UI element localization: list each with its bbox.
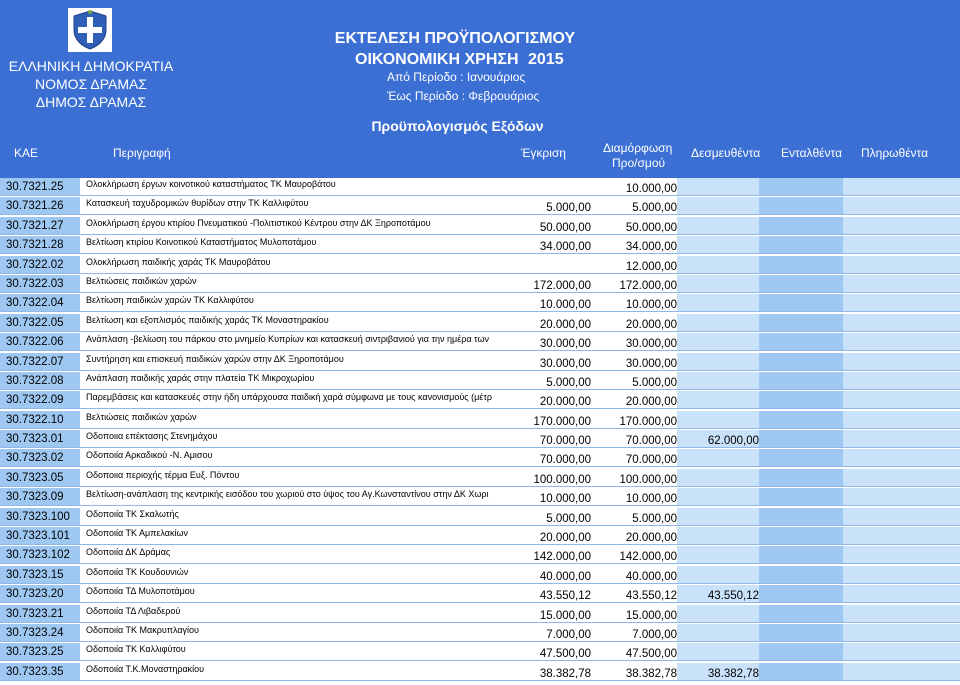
cell-committed xyxy=(677,294,759,312)
table-row xyxy=(0,469,960,488)
cell-paid xyxy=(843,546,960,564)
cell-approval: 5.000,00 xyxy=(505,372,591,390)
table-row xyxy=(0,236,960,255)
cell-approval: 170.000,00 xyxy=(505,411,591,429)
cell-formation: 70.000,00 xyxy=(591,430,677,448)
cell-kae: 30.7323.20 xyxy=(0,585,80,603)
cell-formation: 70.000,00 xyxy=(591,449,677,467)
cell-approval: 50.000,00 xyxy=(505,217,591,235)
cell-ordered xyxy=(759,178,843,196)
cell-description: Ολοκλήρωση έργου κτιρίου Πνευματικού -Πολιτιστικού Κέντρου στην ΔΚ Ξηροποτάμου xyxy=(80,217,505,235)
table-row xyxy=(0,449,960,468)
cell-approval: 15.000,00 xyxy=(505,605,591,623)
cell-approval: 30.000,00 xyxy=(505,333,591,351)
cell-kae: 30.7323.101 xyxy=(0,527,80,545)
cell-kae: 30.7323.100 xyxy=(0,508,80,526)
cell-formation: 47.500,00 xyxy=(591,643,677,661)
cell-kae: 30.7323.102 xyxy=(0,546,80,564)
greek-coat-of-arms-icon xyxy=(68,8,112,52)
cell-committed xyxy=(677,624,759,642)
cell-kae: 30.7322.06 xyxy=(0,333,80,351)
cell-kae: 30.7323.21 xyxy=(0,605,80,623)
cell-formation: 7.000,00 xyxy=(591,624,677,642)
table-row xyxy=(0,527,960,546)
table-row xyxy=(0,488,960,507)
cell-approval: 30.000,00 xyxy=(505,353,591,371)
cell-kae: 30.7322.10 xyxy=(0,411,80,429)
col-header-approval: Έγκριση xyxy=(521,146,566,160)
cell-paid xyxy=(843,391,960,409)
cell-ordered xyxy=(759,333,843,351)
cell-paid xyxy=(843,624,960,642)
cell-description: Οδοποιία Τ.Κ.Μοναστηρακίου xyxy=(80,663,505,681)
cell-ordered xyxy=(759,197,843,215)
cell-paid xyxy=(843,605,960,623)
cell-ordered xyxy=(759,508,843,526)
cell-formation: 172.000,00 xyxy=(591,275,677,293)
cell-committed xyxy=(677,372,759,390)
cell-description: Βελτίωση και εξοπλισμός παιδικής χαράς ΤΚ Μοναστηρακίου xyxy=(80,314,505,332)
col-header-formation-line2: Προ/σμού xyxy=(612,156,666,170)
cell-ordered xyxy=(759,314,843,332)
cell-formation: 20.000,00 xyxy=(591,314,677,332)
cell-paid xyxy=(843,663,960,681)
col-header-description: Περιγραφή xyxy=(113,146,171,160)
cell-paid xyxy=(843,488,960,506)
cell-description: Ολοκλήρωση παιδικής χαράς ΤΚ Μαυροβάτου xyxy=(80,256,505,274)
cell-kae: 30.7323.05 xyxy=(0,469,80,487)
cell-paid xyxy=(843,585,960,603)
cell-kae: 30.7323.25 xyxy=(0,643,80,661)
cell-kae: 30.7321.28 xyxy=(0,236,80,254)
cell-paid xyxy=(843,314,960,332)
cell-ordered xyxy=(759,411,843,429)
cell-ordered xyxy=(759,430,843,448)
cell-ordered xyxy=(759,663,843,681)
cell-ordered xyxy=(759,294,843,312)
table-row xyxy=(0,353,960,372)
cell-formation: 50.000,00 xyxy=(591,217,677,235)
fiscal-year: 2015 xyxy=(528,51,564,68)
cell-committed: 38.382,78 xyxy=(677,663,759,681)
cell-kae: 30.7323.02 xyxy=(0,449,80,467)
table-row xyxy=(0,197,960,216)
cell-paid xyxy=(843,178,960,196)
table-row xyxy=(0,294,960,313)
cell-ordered xyxy=(759,488,843,506)
col-header-paid: Πληρωθέντα xyxy=(861,146,929,160)
cell-ordered xyxy=(759,585,843,603)
cell-ordered xyxy=(759,566,843,584)
cell-paid xyxy=(843,469,960,487)
table-row xyxy=(0,643,960,662)
table-row xyxy=(0,566,960,585)
cell-kae: 30.7321.27 xyxy=(0,217,80,235)
cell-kae: 30.7323.09 xyxy=(0,488,80,506)
cell-committed xyxy=(677,449,759,467)
cell-paid xyxy=(843,353,960,371)
cell-ordered xyxy=(759,353,843,371)
cell-committed xyxy=(677,469,759,487)
cell-paid xyxy=(843,197,960,215)
cell-approval: 38.382,78 xyxy=(505,663,591,681)
cell-description: Οδοποιία ΤΔ Μυλοποτάμου xyxy=(80,585,505,603)
cell-description: Οδοποιια περιοχής τέρμα Ευξ. Πόντου xyxy=(80,469,505,487)
cell-formation: 20.000,00 xyxy=(591,527,677,545)
cell-approval: 7.000,00 xyxy=(505,624,591,642)
col-header-formation-line1: Διαμόρφωση xyxy=(603,141,673,155)
table-row xyxy=(0,275,960,294)
cell-formation: 10.000,00 xyxy=(591,178,677,196)
cell-description: Βελτιώσεις παιδικών χαρών xyxy=(80,275,505,293)
cell-kae: 30.7323.15 xyxy=(0,566,80,584)
cell-paid xyxy=(843,430,960,448)
cell-formation: 5.000,00 xyxy=(591,508,677,526)
org-line-republic: ΕΛΛΗΝΙΚΗ ΔΗΜΟΚΡΑΤΙΑ xyxy=(8,58,174,74)
cell-paid xyxy=(843,449,960,467)
cell-description: Οδοποιία ΤΚ Μακρυπλαγίου xyxy=(80,624,505,642)
cell-kae: 30.7323.35 xyxy=(0,663,80,681)
cell-kae: 30.7322.07 xyxy=(0,353,80,371)
cell-formation: 5.000,00 xyxy=(591,372,677,390)
table-row xyxy=(0,508,960,527)
cell-committed xyxy=(677,197,759,215)
cell-paid xyxy=(843,372,960,390)
cell-formation: 30.000,00 xyxy=(591,333,677,351)
cell-ordered xyxy=(759,605,843,623)
report-title: ΕΚΤΕΛΕΣΗ ΠΡΟΫΠΟΛΟΓΙΣΜΟΥ xyxy=(334,30,576,47)
cell-paid xyxy=(843,256,960,274)
cell-committed xyxy=(677,605,759,623)
cell-description: Ανάπλαση -βελίωση του πάρκου στο μνημείο Κυπρίων και κατασκευή σιντριβανιού για την ημέρα των xyxy=(80,333,505,351)
cell-formation: 38.382,78 xyxy=(591,663,677,681)
cell-approval: 100.000,00 xyxy=(505,469,591,487)
table-row xyxy=(0,372,960,391)
cell-committed xyxy=(677,275,759,293)
cell-approval: 47.500,00 xyxy=(505,643,591,661)
cell-committed: 43.550,12 xyxy=(677,585,759,603)
table-row xyxy=(0,624,960,643)
cell-committed xyxy=(677,566,759,584)
cell-kae: 30.7322.09 xyxy=(0,391,80,409)
cell-kae: 30.7323.24 xyxy=(0,624,80,642)
cell-formation: 15.000,00 xyxy=(591,605,677,623)
cell-paid xyxy=(843,236,960,254)
cell-ordered xyxy=(759,217,843,235)
col-header-kae: ΚΑΕ xyxy=(14,146,39,160)
cell-description: Οδοποιία ΤΔ Λιβαδερού xyxy=(80,605,505,623)
cell-ordered xyxy=(759,624,843,642)
cell-paid xyxy=(843,566,960,584)
cell-paid xyxy=(843,411,960,429)
cell-formation: 100.000,00 xyxy=(591,469,677,487)
fiscal-label: ΟΙΚΟΝΟΜΙΚΗ ΧΡΗΣΗ xyxy=(355,51,519,68)
cell-formation: 40.000,00 xyxy=(591,566,677,584)
table-row xyxy=(0,314,960,333)
cell-committed xyxy=(677,333,759,351)
cell-description: Κατασκευή ταχυδρομικών θυρίδων στην ΤΚ Καλλιφύτου xyxy=(80,197,505,215)
col-header-ordered: Ενταλθέντα xyxy=(781,146,843,160)
cell-paid xyxy=(843,508,960,526)
table-row xyxy=(0,391,960,410)
cell-kae: 30.7322.05 xyxy=(0,314,80,332)
cell-ordered xyxy=(759,527,843,545)
cell-committed xyxy=(677,314,759,332)
cell-paid xyxy=(843,643,960,661)
table-row xyxy=(0,585,960,604)
cell-ordered xyxy=(759,275,843,293)
cell-description: Οδοποιία ΤΚ Καλλιφύτου xyxy=(80,643,505,661)
cell-description: Ανάπλαση παιδικής χαράς στην πλατεία ΤΚ Μικροχωρίου xyxy=(80,372,505,390)
cell-description: Οδοποιία ΤΚ Κουδουνιών xyxy=(80,566,505,584)
col-header-committed: Δεσμευθέντα xyxy=(691,146,761,160)
table-row xyxy=(0,256,960,275)
cell-description: Συντήρηση και επισκευή παιδικών χαρών στην ΔΚ Ξηροποτάμου xyxy=(80,353,505,371)
cell-approval: 40.000,00 xyxy=(505,566,591,584)
cell-formation: 43.550,12 xyxy=(591,585,677,603)
table-row xyxy=(0,217,960,236)
cell-kae: 30.7322.02 xyxy=(0,256,80,274)
cell-paid xyxy=(843,217,960,235)
table-row xyxy=(0,663,960,682)
cell-ordered xyxy=(759,391,843,409)
cell-approval: 20.000,00 xyxy=(505,314,591,332)
cell-approval: 10.000,00 xyxy=(505,294,591,312)
cell-approval: 10.000,00 xyxy=(505,488,591,506)
table-row xyxy=(0,546,960,565)
table-row xyxy=(0,178,960,197)
cell-kae: 30.7322.08 xyxy=(0,372,80,390)
cell-approval: 20.000,00 xyxy=(505,391,591,409)
cell-committed xyxy=(677,546,759,564)
cell-description: Οδοποιία ΤΚ Αμπελακίων xyxy=(80,527,505,545)
cell-formation: 10.000,00 xyxy=(591,488,677,506)
cell-committed xyxy=(677,643,759,661)
cell-formation: 142.000,00 xyxy=(591,546,677,564)
cell-formation: 10.000,00 xyxy=(591,294,677,312)
cell-committed xyxy=(677,488,759,506)
cell-description: Ολοκλήρωση έργων κοινοτικού καταστήματος ΤΚ Μαυροβάτου xyxy=(80,178,505,196)
cell-formation: 170.000,00 xyxy=(591,411,677,429)
cell-ordered xyxy=(759,643,843,661)
cell-approval: 43.550,12 xyxy=(505,585,591,603)
cell-kae: 30.7322.03 xyxy=(0,275,80,293)
cell-committed xyxy=(677,236,759,254)
cell-ordered xyxy=(759,256,843,274)
cell-description: Παρεμβάσεις και κατασκευές στην ήδη υπάρχουσα παιδική χαρά σύμφωνα με τους κανονισμούς (μέτρ xyxy=(80,391,505,409)
cell-paid xyxy=(843,527,960,545)
cell-paid xyxy=(843,275,960,293)
column-header-bar xyxy=(0,139,960,178)
cell-committed xyxy=(677,411,759,429)
org-line-municipality: ΔΗΜΟΣ ΔΡΑΜΑΣ xyxy=(35,94,147,110)
cell-committed: 62.000,00 xyxy=(677,430,759,448)
cell-approval: 20.000,00 xyxy=(505,527,591,545)
cell-committed xyxy=(677,391,759,409)
org-line-prefecture: ΝΟΜΟΣ ΔΡΑΜΑΣ xyxy=(35,76,147,92)
cell-approval: 34.000,00 xyxy=(505,236,591,254)
cell-ordered xyxy=(759,372,843,390)
cell-approval xyxy=(505,256,591,274)
cell-ordered xyxy=(759,469,843,487)
cell-description: Βελτίωση παιδικών χαρών ΤΚ Καλλιφύτου xyxy=(80,294,505,312)
cell-formation: 5.000,00 xyxy=(591,197,677,215)
cell-kae: 30.7322.04 xyxy=(0,294,80,312)
cell-approval: 172.000,00 xyxy=(505,275,591,293)
table-row xyxy=(0,605,960,624)
cell-committed xyxy=(677,353,759,371)
cell-approval: 70.000,00 xyxy=(505,430,591,448)
cell-description: Οδοποιία ΤΚ Σκαλωτής xyxy=(80,508,505,526)
budget-table xyxy=(0,178,960,682)
cell-formation: 30.000,00 xyxy=(591,353,677,371)
cell-kae: 30.7321.26 xyxy=(0,197,80,215)
cell-description: Βελτίωση κτιρίου Κοινοτικού Καταστήματος Μυλοποτάμου xyxy=(80,236,505,254)
cell-approval: 5.000,00 xyxy=(505,197,591,215)
cell-formation: 34.000,00 xyxy=(591,236,677,254)
cell-description: Οδοποιία ΔΚ Δράμας xyxy=(80,546,505,564)
cell-committed xyxy=(677,217,759,235)
table-row xyxy=(0,430,960,449)
cell-kae: 30.7321.25 xyxy=(0,178,80,196)
cell-ordered xyxy=(759,236,843,254)
cell-ordered xyxy=(759,546,843,564)
period-to: Έως Περίοδο : Φεβρουάριος xyxy=(387,89,540,103)
report-header xyxy=(0,0,960,139)
cell-description: Βελτιώσεις παιδικών χαρών xyxy=(80,411,505,429)
cell-description: Οδοποιία Αρκαδικού -Ν. Αμισου xyxy=(80,449,505,467)
cell-paid xyxy=(843,333,960,351)
cell-approval: 70.000,00 xyxy=(505,449,591,467)
table-row xyxy=(0,411,960,430)
cell-committed xyxy=(677,508,759,526)
cell-approval: 142.000,00 xyxy=(505,546,591,564)
cell-ordered xyxy=(759,449,843,467)
cell-kae: 30.7323.01 xyxy=(0,430,80,448)
cell-formation: 20.000,00 xyxy=(591,391,677,409)
cell-committed xyxy=(677,178,759,196)
cell-approval: 5.000,00 xyxy=(505,508,591,526)
table-row xyxy=(0,333,960,352)
report-subtitle: Προϋπολογισμός Εξόδων xyxy=(371,118,544,134)
cell-committed xyxy=(677,256,759,274)
period-from: Από Περίοδο : Ιανουάριος xyxy=(387,70,526,84)
cell-paid xyxy=(843,294,960,312)
cell-formation: 12.000,00 xyxy=(591,256,677,274)
cell-committed xyxy=(677,527,759,545)
cell-description: Οδοποιια επέκτασης Στενημάχου xyxy=(80,430,505,448)
cell-approval xyxy=(505,178,591,196)
cell-description: Βελτίωση-ανάπλαση της κεντρικής εισόδου του χωριού στο ύψος του Αγ.Κωνσταντίνου στην ΔΚ Χωρι xyxy=(80,488,505,506)
